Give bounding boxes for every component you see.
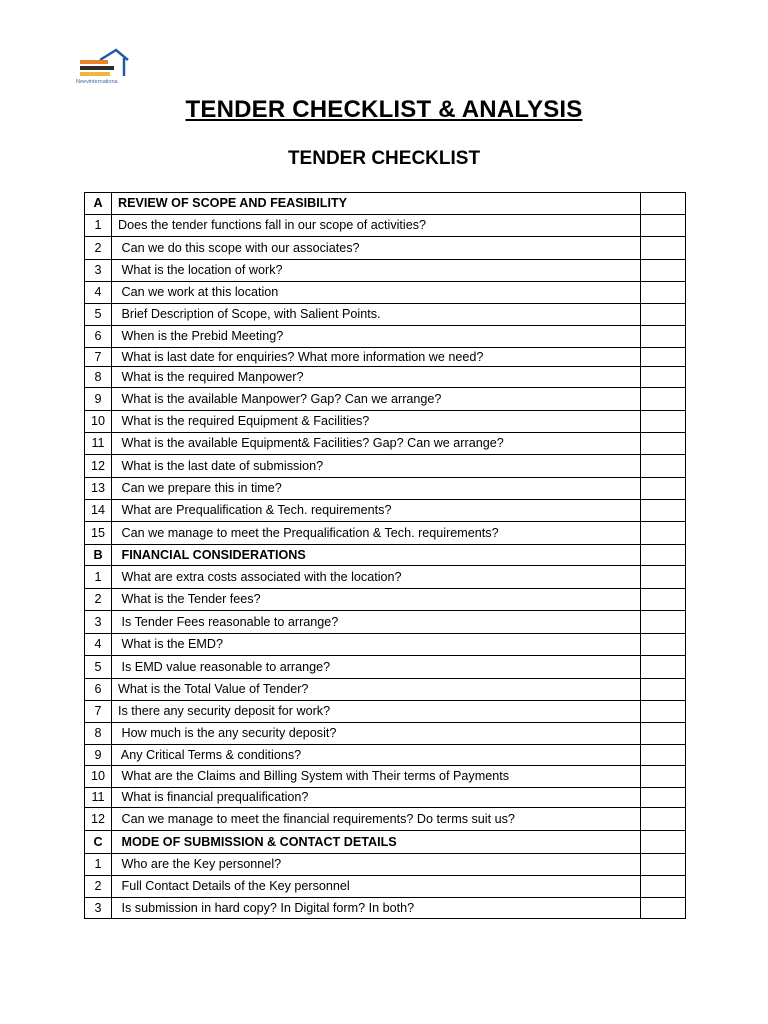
- check-cell[interactable]: [641, 193, 686, 215]
- checklist-row: [85, 766, 686, 788]
- checklist-row: [85, 237, 686, 260]
- check-cell[interactable]: [641, 326, 686, 348]
- check-cell[interactable]: [641, 260, 686, 282]
- item-number: 6: [85, 326, 112, 348]
- item-number: 4: [85, 634, 112, 656]
- page-title: TENDER CHECKLIST & ANALYSIS: [185, 96, 583, 123]
- check-cell[interactable]: [641, 788, 686, 808]
- checklist-question: Can we prepare this in time?: [112, 478, 641, 500]
- check-cell[interactable]: [641, 478, 686, 500]
- logo-text: Neevinternationa: [76, 79, 118, 85]
- section-heading: FINANCIAL CONSIDERATIONS: [112, 545, 641, 566]
- check-cell[interactable]: [641, 237, 686, 260]
- item-number: 2: [85, 589, 112, 611]
- check-cell[interactable]: [641, 854, 686, 876]
- checklist-row: [85, 745, 686, 766]
- item-number: 11: [85, 788, 112, 808]
- item-number: 3: [85, 611, 112, 634]
- checklist-question: Can we manage to meet the Prequalification & Tech. requirements?: [112, 522, 641, 545]
- check-cell[interactable]: [641, 304, 686, 326]
- check-cell[interactable]: [641, 656, 686, 679]
- item-number: 10: [85, 766, 112, 788]
- item-number: 2: [85, 876, 112, 898]
- checklist-row: [85, 898, 686, 919]
- check-cell[interactable]: [641, 745, 686, 766]
- checklist-row: [85, 788, 686, 808]
- check-cell[interactable]: [641, 411, 686, 433]
- checklist-table: [84, 192, 686, 919]
- check-cell[interactable]: [641, 215, 686, 237]
- checklist-row: [85, 634, 686, 656]
- item-number: 15: [85, 522, 112, 545]
- checklist-question: What are the Claims and Billing System with Their terms of Payments: [112, 766, 641, 788]
- checklist-row: [85, 808, 686, 831]
- checklist-row: [85, 723, 686, 745]
- checklist-question: Is EMD value reasonable to arrange?: [112, 656, 641, 679]
- item-number: 12: [85, 808, 112, 831]
- checklist-question: Is submission in hard copy? In Digital form? In both?: [112, 898, 641, 919]
- section-header-row: [85, 193, 686, 215]
- check-cell[interactable]: [641, 348, 686, 367]
- checklist-body: [85, 193, 686, 919]
- checklist-question: Can we do this scope with our associates?: [112, 237, 641, 260]
- check-cell[interactable]: [641, 566, 686, 589]
- item-number: 5: [85, 656, 112, 679]
- section-letter: C: [85, 831, 112, 854]
- check-cell[interactable]: [641, 876, 686, 898]
- check-cell[interactable]: [641, 545, 686, 566]
- checklist-row: [85, 348, 686, 367]
- checklist-question: What are Prequalification & Tech. requirements?: [112, 500, 641, 522]
- checklist-question: Can we work at this location: [112, 282, 641, 304]
- checklist-question: Any Critical Terms & conditions?: [112, 745, 641, 766]
- section-letter: A: [85, 193, 112, 215]
- item-number: 14: [85, 500, 112, 522]
- checklist-row: [85, 566, 686, 589]
- section-header-row: [85, 831, 686, 854]
- company-logo: [76, 48, 132, 88]
- checklist-question: What is the last date of submission?: [112, 455, 641, 478]
- checklist-question: What is the EMD?: [112, 634, 641, 656]
- item-number: 3: [85, 260, 112, 282]
- check-cell[interactable]: [641, 831, 686, 854]
- checklist-row: [85, 260, 686, 282]
- item-number: 6: [85, 679, 112, 701]
- checklist-question: Full Contact Details of the Key personnel: [112, 876, 641, 898]
- item-number: 7: [85, 701, 112, 723]
- check-cell[interactable]: [641, 701, 686, 723]
- checklist-row: [85, 589, 686, 611]
- section-letter: B: [85, 545, 112, 566]
- item-number: 9: [85, 388, 112, 411]
- section-heading: MODE OF SUBMISSION & CONTACT DETAILS: [112, 831, 641, 854]
- checklist-row: [85, 282, 686, 304]
- check-cell[interactable]: [641, 589, 686, 611]
- check-cell[interactable]: [641, 455, 686, 478]
- checklist-row: [85, 326, 686, 348]
- checklist-question: Does the tender functions fall in our scope of activities?: [112, 215, 641, 237]
- checklist-question: What is the Total Value of Tender?: [112, 679, 641, 701]
- checklist-question: What is the required Manpower?: [112, 367, 641, 388]
- checklist-row: [85, 679, 686, 701]
- house-logo-icon: [76, 48, 132, 80]
- item-number: 9: [85, 745, 112, 766]
- item-number: 4: [85, 282, 112, 304]
- checklist-question: Is there any security deposit for work?: [112, 701, 641, 723]
- checklist-question: What is the location of work?: [112, 260, 641, 282]
- check-cell[interactable]: [641, 679, 686, 701]
- checklist-row: [85, 411, 686, 433]
- check-cell[interactable]: [641, 522, 686, 545]
- checklist-row: [85, 367, 686, 388]
- checklist-row: [85, 854, 686, 876]
- item-number: 8: [85, 723, 112, 745]
- item-number: 5: [85, 304, 112, 326]
- section-heading: REVIEW OF SCOPE AND FEASIBILITY: [112, 193, 641, 215]
- check-cell[interactable]: [641, 282, 686, 304]
- checklist-question: What is the Tender fees?: [112, 589, 641, 611]
- check-cell[interactable]: [641, 611, 686, 634]
- checklist-question: Can we manage to meet the financial requirements? Do terms suit us?: [112, 808, 641, 831]
- checklist-question: Who are the Key personnel?: [112, 854, 641, 876]
- item-number: 1: [85, 215, 112, 237]
- checklist-row: [85, 433, 686, 455]
- item-number: 1: [85, 566, 112, 589]
- checklist-question: What is the required Equipment & Facilities?: [112, 411, 641, 433]
- check-cell[interactable]: [641, 808, 686, 831]
- checklist-question: What is the available Equipment& Facilities? Gap? Can we arrange?: [112, 433, 641, 455]
- checklist-row: [85, 611, 686, 634]
- checklist-question: What is the available Manpower? Gap? Can we arrange?: [112, 388, 641, 411]
- item-number: 2: [85, 237, 112, 260]
- check-cell[interactable]: [641, 433, 686, 455]
- checklist-row: [85, 478, 686, 500]
- checklist-question: What is last date for enquiries? What more information we need?: [112, 348, 641, 367]
- check-cell[interactable]: [641, 766, 686, 788]
- checklist-question: What are extra costs associated with the location?: [112, 566, 641, 589]
- item-number: 11: [85, 433, 112, 455]
- checklist-row: [85, 876, 686, 898]
- item-number: 13: [85, 478, 112, 500]
- checklist-row: [85, 500, 686, 522]
- checklist-question: Is Tender Fees reasonable to arrange?: [112, 611, 641, 634]
- checklist-question: Brief Description of Scope, with Salient Points.: [112, 304, 641, 326]
- check-cell[interactable]: [641, 388, 686, 411]
- checklist-row: [85, 304, 686, 326]
- check-cell[interactable]: [641, 723, 686, 745]
- item-number: 7: [85, 348, 112, 367]
- checklist-question: How much is the any security deposit?: [112, 723, 641, 745]
- checklist-row: [85, 455, 686, 478]
- item-number: 1: [85, 854, 112, 876]
- checklist-row: [85, 388, 686, 411]
- section-title: TENDER CHECKLIST: [287, 148, 481, 169]
- item-number: 10: [85, 411, 112, 433]
- item-number: 12: [85, 455, 112, 478]
- section-header-row: [85, 545, 686, 566]
- checklist-row: [85, 522, 686, 545]
- check-cell[interactable]: [641, 500, 686, 522]
- check-cell[interactable]: [641, 898, 686, 919]
- check-cell[interactable]: [641, 634, 686, 656]
- checklist-row: [85, 701, 686, 723]
- item-number: 3: [85, 898, 112, 919]
- checklist-question: When is the Prebid Meeting?: [112, 326, 641, 348]
- checklist-question: What is financial prequalification?: [112, 788, 641, 808]
- item-number: 8: [85, 367, 112, 388]
- checklist-row: [85, 656, 686, 679]
- check-cell[interactable]: [641, 367, 686, 388]
- checklist-row: [85, 215, 686, 237]
